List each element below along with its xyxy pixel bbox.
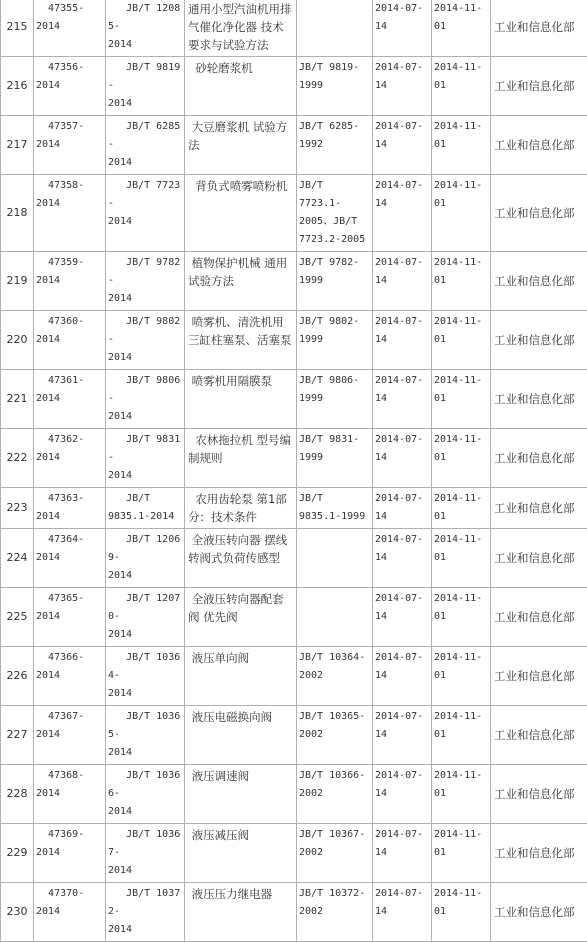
department-cell: 工业和信息化部 <box>491 588 587 647</box>
standard-name-cell: 液压减压阀 <box>185 824 297 883</box>
implement-date-cell: 2014-11- 01 <box>432 883 491 942</box>
table-row <box>1 706 587 765</box>
reg-code-cell: 47366- 2014 <box>34 647 106 706</box>
table-row <box>1 116 587 175</box>
implement-date-cell: 2014-11- 01 <box>432 824 491 883</box>
table-row <box>1 175 587 252</box>
reg-code-cell: 47370- 2014 <box>34 883 106 942</box>
implement-date-cell: 2014-11- 01 <box>432 765 491 824</box>
row-number-cell: 219 <box>1 252 34 311</box>
table-row <box>1 883 587 942</box>
reg-code-cell: 47365- 2014 <box>34 588 106 647</box>
reg-code-cell: 47355- 2014 <box>34 0 106 57</box>
implement-date-cell: 2014-11- 01 <box>432 488 491 529</box>
publish-date-cell: 2014-07- 14 <box>373 175 432 252</box>
standard-number-cell: JB/T 10367- 2014 <box>106 824 185 883</box>
implement-date-cell: 2014-11- 01 <box>432 588 491 647</box>
publish-date-cell: 2014-07- 14 <box>373 647 432 706</box>
reg-code-cell: 47363- 2014 <box>34 488 106 529</box>
row-number-cell: 230 <box>1 883 34 942</box>
row-number-cell: 225 <box>1 588 34 647</box>
implement-date-cell: 2014-11- 01 <box>432 175 491 252</box>
row-number-cell: 218 <box>1 175 34 252</box>
replaced-standard-cell: JB/T 7723.1- 2005、JB/T 7723.2-2005 <box>297 175 373 252</box>
standard-name-cell: 砂轮磨浆机 <box>185 57 297 116</box>
implement-date-cell: 2014-11- 01 <box>432 0 491 57</box>
department-cell: 工业和信息化部 <box>491 706 587 765</box>
standard-number-cell: JB/T 12069- 2014 <box>106 529 185 588</box>
implement-date-cell: 2014-11- 01 <box>432 529 491 588</box>
publish-date-cell: 2014-07- 14 <box>373 429 432 488</box>
department-cell: 工业和信息化部 <box>491 252 587 311</box>
standard-number-cell: JB/T 12085- 2014 <box>106 0 185 57</box>
replaced-standard-cell: JB/T 10365- 2002 <box>297 706 373 765</box>
row-number-cell: 217 <box>1 116 34 175</box>
reg-code-cell: 47368- 2014 <box>34 765 106 824</box>
standard-number-cell: JB/T 9831- 2014 <box>106 429 185 488</box>
row-number-cell: 223 <box>1 488 34 529</box>
publish-date-cell: 2014-07- 14 <box>373 824 432 883</box>
table-row <box>1 311 587 370</box>
row-number-cell: 215 <box>1 0 34 57</box>
replaced-standard-cell: JB/T 9806- 1999 <box>297 370 373 429</box>
standard-number-cell: JB/T 9782- 2014 <box>106 252 185 311</box>
replaced-standard-cell: JB/T 6285- 1992 <box>297 116 373 175</box>
implement-date-cell: 2014-11- 01 <box>432 647 491 706</box>
standard-number-cell: JB/T 10366- 2014 <box>106 765 185 824</box>
replaced-standard-cell: JB/T 10367- 2002 <box>297 824 373 883</box>
standard-name-cell: 农林拖拉机 型号编制规则 <box>185 429 297 488</box>
replaced-standard-cell: JB/T 9831- 1999 <box>297 429 373 488</box>
department-cell: 工业和信息化部 <box>491 488 587 529</box>
standard-number-cell: JB/T 12070- 2014 <box>106 588 185 647</box>
standard-name-cell: 液压压力继电器 <box>185 883 297 942</box>
standard-number-cell: JB/T 10364- 2014 <box>106 647 185 706</box>
publish-date-cell: 2014-07- 14 <box>373 529 432 588</box>
standard-name-cell: 液压调速阀 <box>185 765 297 824</box>
row-number-cell: 216 <box>1 57 34 116</box>
table-row <box>1 429 587 488</box>
department-cell: 工业和信息化部 <box>491 883 587 942</box>
row-number-cell: 221 <box>1 370 34 429</box>
implement-date-cell: 2014-11- 01 <box>432 116 491 175</box>
reg-code-cell: 47356- 2014 <box>34 57 106 116</box>
replaced-standard-cell: JB/T 9782- 1999 <box>297 252 373 311</box>
reg-code-cell: 47364- 2014 <box>34 529 106 588</box>
standard-name-cell: 液压单向阀 <box>185 647 297 706</box>
row-number-cell: 220 <box>1 311 34 370</box>
row-number-cell: 224 <box>1 529 34 588</box>
department-cell: 工业和信息化部 <box>491 824 587 883</box>
publish-date-cell: 2014-07- 14 <box>373 883 432 942</box>
standard-number-cell: JB/T 10372- 2014 <box>106 883 185 942</box>
standard-name-cell: 大豆磨浆机 试验方法 <box>185 116 297 175</box>
standard-number-cell: JB/T 6285- 2014 <box>106 116 185 175</box>
table-row <box>1 765 587 824</box>
publish-date-cell: 2014-07- 14 <box>373 370 432 429</box>
table-body <box>1 0 587 942</box>
standard-number-cell: JB/T 7723- 2014 <box>106 175 185 252</box>
publish-date-cell: 2014-07- 14 <box>373 706 432 765</box>
reg-code-cell: 47360- 2014 <box>34 311 106 370</box>
reg-code-cell: 47361- 2014 <box>34 370 106 429</box>
standard-number-cell: JB/T 9802- 2014 <box>106 311 185 370</box>
implement-date-cell: 2014-11- 01 <box>432 252 491 311</box>
standard-number-cell: JB/T 9819- 2014 <box>106 57 185 116</box>
row-number-cell: 222 <box>1 429 34 488</box>
publish-date-cell: 2014-07- 14 <box>373 765 432 824</box>
replaced-standard-cell: JB/T 9835.1-1999 <box>297 488 373 529</box>
standard-name-cell: 植物保护机械 通用试验方法 <box>185 252 297 311</box>
implement-date-cell: 2014-11- 01 <box>432 429 491 488</box>
table-row <box>1 57 587 116</box>
table-row <box>1 824 587 883</box>
publish-date-cell: 2014-07- 14 <box>373 57 432 116</box>
standard-name-cell: 农用齿轮泵 第1部分：技术条件 <box>185 488 297 529</box>
department-cell: 工业和信息化部 <box>491 311 587 370</box>
publish-date-cell: 2014-07- 14 <box>373 0 432 57</box>
reg-code-cell: 47358- 2014 <box>34 175 106 252</box>
standard-name-cell: 全液压转向器配套阀 优先阀 <box>185 588 297 647</box>
replaced-standard-cell <box>297 0 373 57</box>
row-number-cell: 226 <box>1 647 34 706</box>
table-row <box>1 0 587 57</box>
publish-date-cell: 2014-07- 14 <box>373 311 432 370</box>
implement-date-cell: 2014-11- 01 <box>432 311 491 370</box>
department-cell: 工业和信息化部 <box>491 429 587 488</box>
department-cell: 工业和信息化部 <box>491 0 587 57</box>
publish-date-cell: 2014-07- 14 <box>373 488 432 529</box>
reg-code-cell: 47359- 2014 <box>34 252 106 311</box>
publish-date-cell: 2014-07- 14 <box>373 116 432 175</box>
implement-date-cell: 2014-11- 01 <box>432 706 491 765</box>
standard-number-cell: JB/T 10365- 2014 <box>106 706 185 765</box>
standard-name-cell: 喷雾机、清洗机用三缸柱塞泵、活塞泵 <box>185 311 297 370</box>
table-row <box>1 588 587 647</box>
department-cell: 工业和信息化部 <box>491 765 587 824</box>
reg-code-cell: 47362- 2014 <box>34 429 106 488</box>
replaced-standard-cell: JB/T 10372- 2002 <box>297 883 373 942</box>
row-number-cell: 229 <box>1 824 34 883</box>
standard-name-cell: 通用小型汽油机用排气催化净化器 技术要求与试验方法 <box>185 0 297 57</box>
department-cell: 工业和信息化部 <box>491 116 587 175</box>
standard-number-cell: JB/T 9835.1-2014 <box>106 488 185 529</box>
standard-name-cell: 全液压转向器 摆线转阀式负荷传感型 <box>185 529 297 588</box>
reg-code-cell: 47369- 2014 <box>34 824 106 883</box>
implement-date-cell: 2014-11- 01 <box>432 57 491 116</box>
replaced-standard-cell: JB/T 9802- 1999 <box>297 311 373 370</box>
row-number-cell: 227 <box>1 706 34 765</box>
department-cell: 工业和信息化部 <box>491 647 587 706</box>
standard-name-cell: 喷雾机用隔膜泵 <box>185 370 297 429</box>
row-number-cell: 228 <box>1 765 34 824</box>
department-cell: 工业和信息化部 <box>491 57 587 116</box>
department-cell: 工业和信息化部 <box>491 370 587 429</box>
standard-number-cell: JB/T 9806- 2014 <box>106 370 185 429</box>
table-row <box>1 252 587 311</box>
publish-date-cell: 2014-07- 14 <box>373 252 432 311</box>
table-row <box>1 647 587 706</box>
publish-date-cell: 2014-07- 14 <box>373 588 432 647</box>
standard-name-cell: 背负式喷雾喷粉机 <box>185 175 297 252</box>
replaced-standard-cell: JB/T 10364- 2002 <box>297 647 373 706</box>
replaced-standard-cell <box>297 529 373 588</box>
implement-date-cell: 2014-11- 01 <box>432 370 491 429</box>
replaced-standard-cell: JB/T 10366- 2002 <box>297 765 373 824</box>
department-cell: 工业和信息化部 <box>491 175 587 252</box>
reg-code-cell: 47367- 2014 <box>34 706 106 765</box>
replaced-standard-cell <box>297 588 373 647</box>
table-row <box>1 488 587 529</box>
reg-code-cell: 47357- 2014 <box>34 116 106 175</box>
standard-name-cell: 液压电磁换向阀 <box>185 706 297 765</box>
table-row <box>1 370 587 429</box>
replaced-standard-cell: JB/T 9819- 1999 <box>297 57 373 116</box>
department-cell: 工业和信息化部 <box>491 529 587 588</box>
table-row <box>1 529 587 588</box>
